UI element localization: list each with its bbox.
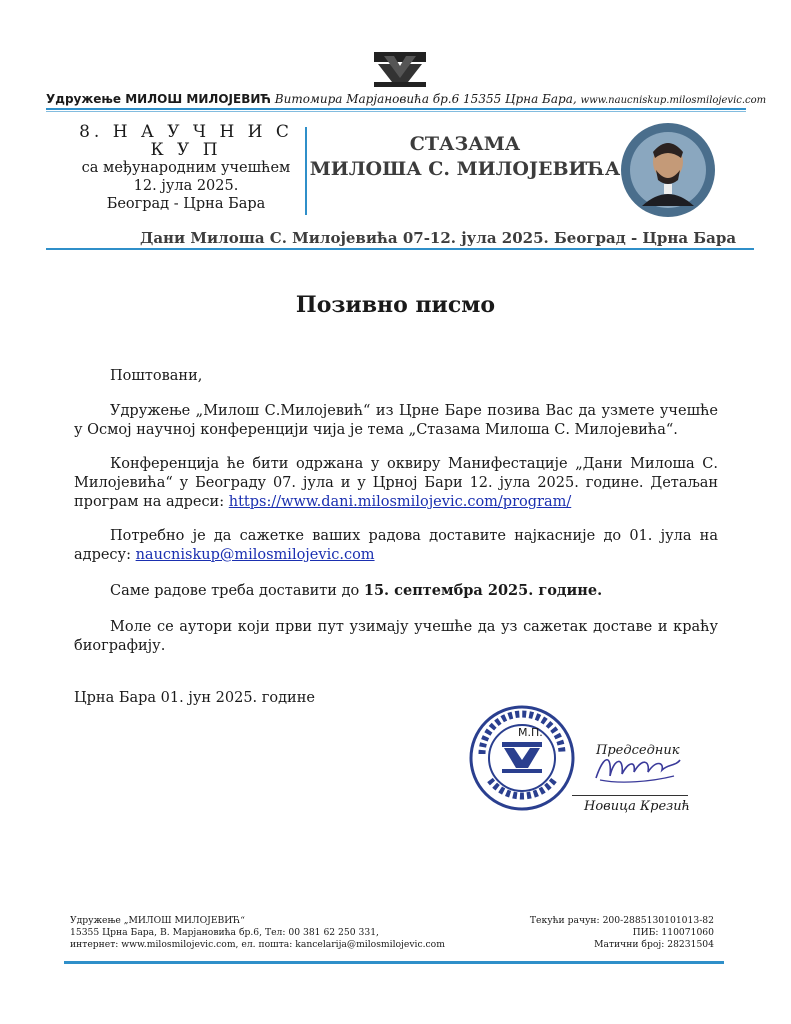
- conference-info: [66, 123, 306, 213]
- greeting: [74, 367, 718, 386]
- header-line: [46, 92, 767, 106]
- program-link[interactable]: https://www.dani.milosmilojevic.com/program/: [228, 494, 572, 510]
- paragraph-3-text: Потребно је да сажетке ваших радова доставите најкасније до 01. јула на адресу:: [74, 528, 718, 563]
- footer-right: [470, 915, 714, 951]
- greeting-text: Поштовани,: [110, 368, 203, 384]
- org-address: Витомира Марјановића бр.6 15355 Црна Бара,: [274, 92, 577, 106]
- mm-logo-icon: [374, 52, 426, 88]
- conference-number: 8. Н А У Ч Н И С К У П: [79, 122, 293, 160]
- paragraph-5: [74, 618, 718, 656]
- paragraph-3: [74, 527, 718, 565]
- title-line-2: МИЛОША С. МИЛОЈЕВИЋА: [309, 158, 621, 180]
- portrait-medal-icon: [618, 122, 718, 218]
- conference-date: 12. јула 2025.: [133, 178, 239, 194]
- paragraph-4: [74, 581, 718, 601]
- signature-line: [572, 795, 688, 796]
- title-line-1: СТАЗАМА: [409, 133, 521, 155]
- paragraph-2-text: Конференција ће бити одржана у оквиру Манифестације „Дани Милоша С. Милојевића“ у Београду 07. јула и у Црној Бари 12. јула 2025. године. Детаљан програм на адреси:: [74, 456, 718, 510]
- footer-contact: интернет: www.milosmilojevic.com, ел. пошта: kancelarija@milosmilojevic.com: [70, 939, 445, 950]
- footer-address: 15355 Црна Бара, В. Марјановића бр.6, Тел: 00 381 62 250 331,: [70, 927, 379, 938]
- dani-rule: [46, 248, 754, 250]
- org-website: www.naucniskup.milosmilojevic.com: [580, 95, 767, 106]
- conference-subtitle: са међународним учешћем: [81, 160, 291, 176]
- paragraph-5-text: Моле се аутори који први пут узимају учешће да уз сажетак доставе и краћу биографију.: [74, 619, 718, 654]
- header-rule-thin: [46, 111, 746, 112]
- conference-title: [300, 132, 630, 182]
- footer-registry: Матични број: 28231504: [594, 939, 714, 950]
- letter-heading: Позивно писмо: [295, 292, 496, 318]
- org-name: Удружење МИЛОШ МИЛОЈЕВИЋ: [46, 92, 271, 106]
- footer-left: [70, 915, 445, 951]
- paragraph-2: [74, 455, 718, 512]
- signer-name: Новица Крезић: [584, 799, 690, 814]
- footer-account: Текући рачун: 200-2885130101013-82: [529, 915, 714, 926]
- signature-icon: [590, 748, 686, 788]
- footer-org: Удружење „МИЛОШ МИЛОЈЕВИЋ“: [70, 915, 245, 926]
- header-rule: [46, 108, 746, 110]
- mp-label: М.П.: [518, 726, 543, 739]
- deadline-text: 15. септембра 2025. године.: [363, 582, 603, 599]
- email-link[interactable]: naucniskup@milosmilojevic.com: [135, 547, 375, 563]
- dani-line: Дани Милоша С. Милојевића 07-12. јула 2025. Београд - Црна Бара: [140, 229, 737, 247]
- paragraph-4-text: Саме радове треба доставити до: [110, 583, 360, 599]
- signer-role: Председник: [596, 743, 680, 758]
- footer-rule: [64, 961, 724, 964]
- footer-pib: ПИБ: 110071060: [632, 927, 714, 938]
- association-stamp-icon: [468, 704, 576, 812]
- paragraph-1: [74, 402, 718, 440]
- conference-location: Београд - Црна Бара: [106, 196, 266, 212]
- paragraph-1-text: Удружење „Милош С.Милојевић“ из Црне Баре позива Вас да узмете учешће у Осмој научној конференцији чија је тема „Стазама Милоша С. Милојевића“.: [74, 403, 718, 438]
- place-date: Црна Бара 01. јун 2025. године: [74, 690, 315, 706]
